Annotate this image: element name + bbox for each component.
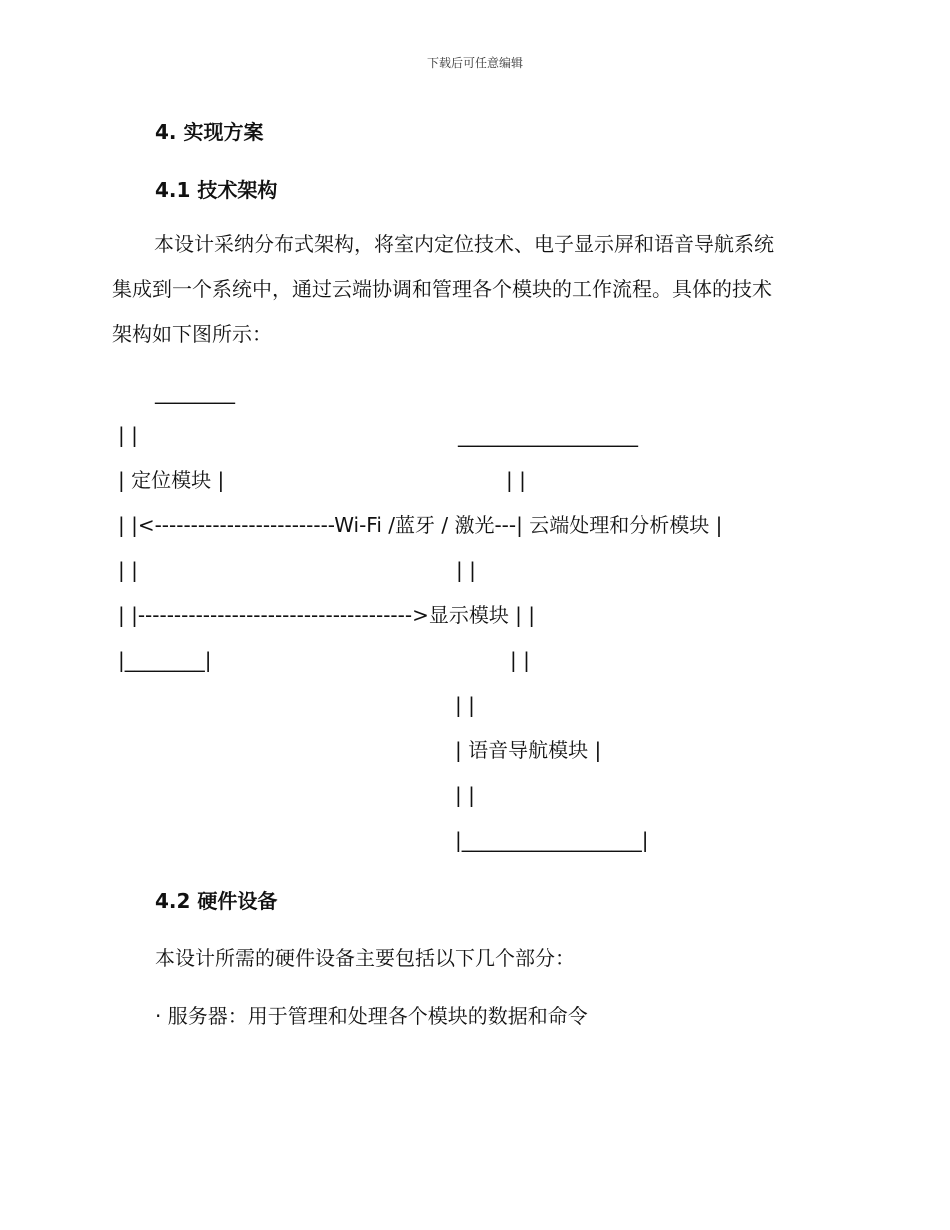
section-4-1-paragraph <box>112 222 832 357</box>
diagram-line: | | <box>455 783 475 807</box>
section-4-title: 4. 实现方案 <box>155 120 264 144</box>
diagram-line: | | <box>118 558 138 582</box>
diagram-line: | | <box>118 423 138 447</box>
paragraph-line: 集成到一个系统中，通过云端协调和管理各个模块的工作流程。具体的技术 <box>112 277 772 301</box>
diagram-line: | | <box>510 648 530 672</box>
diagram-line: | | <box>455 693 475 717</box>
paragraph-line <box>112 222 832 267</box>
diagram-line: | | <box>456 558 476 582</box>
diagram-voice-module: | 语音导航模块 | <box>455 738 602 762</box>
diagram-line: | | <box>506 468 526 492</box>
section-4-2-paragraph: 本设计所需的硬件设备主要包括以下几个部分： <box>155 946 575 970</box>
section-4-1-title: 4.1 技术架构 <box>155 178 278 202</box>
section-4-2-title: 4.2 硬件设备 <box>155 889 278 913</box>
diagram-line: |__________________| <box>455 828 649 852</box>
diagram-line: |________| <box>118 648 212 672</box>
diagram-cloud-link: | |<-------------------------Wi-Fi /蓝牙 / 激光---| 云端处理和分析模块 | <box>118 513 723 537</box>
diagram-line: ________ <box>155 380 235 404</box>
page-header-note: 下载后可任意编辑 <box>426 56 523 70</box>
diagram-location-module: | 定位模块 | <box>118 468 225 492</box>
hardware-item-server: · 服务器：用于管理和处理各个模块的数据和命令 <box>155 1004 588 1028</box>
diagram-display-link: | |-------------------------------------->显示模块 | | <box>118 603 536 627</box>
diagram-line: __________________ <box>458 423 638 447</box>
paragraph-line-text: 本设计采纳分布式架构，将室内定位技术、电子显示屏和语音导航系统 <box>154 232 774 256</box>
paragraph-line: 架构如下图所示： <box>112 322 272 346</box>
